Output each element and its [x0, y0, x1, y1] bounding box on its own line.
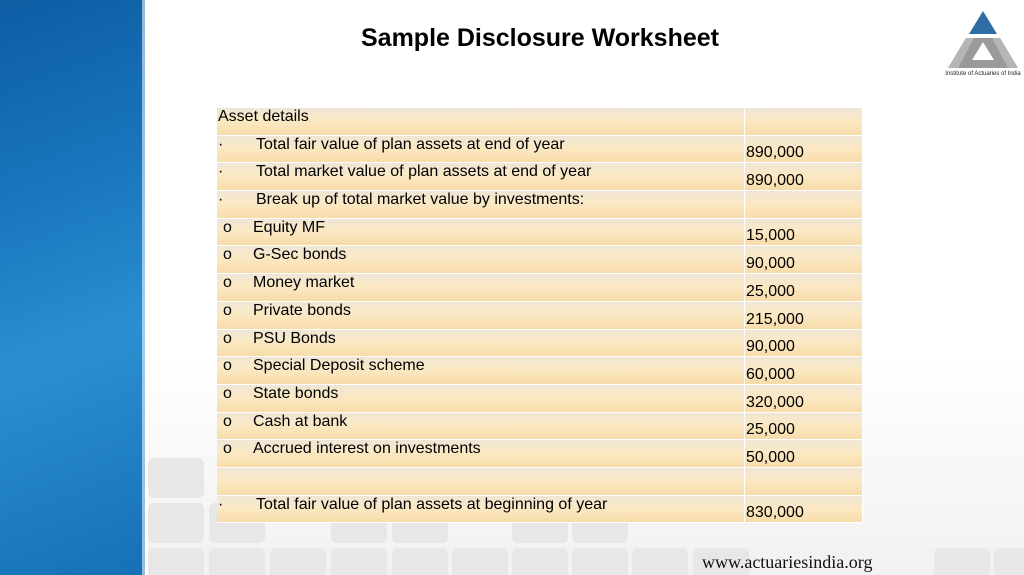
table-row	[217, 191, 863, 219]
row-value	[745, 200, 746, 217]
institute-logo	[944, 8, 1022, 82]
row-value: 830,000	[746, 504, 804, 522]
table-row	[217, 440, 863, 468]
row-value: 215,000	[746, 310, 804, 328]
header-value-cell	[745, 108, 863, 136]
row-label: State bonds	[253, 384, 339, 402]
row-label: Total fair value of plan assets at end of year	[256, 135, 565, 153]
row-value: 60,000	[746, 365, 795, 383]
sub-bullet-marker: o	[223, 301, 232, 319]
logo-caption: Institute of Actuaries of India	[945, 71, 1021, 77]
table-row	[217, 302, 863, 330]
sub-bullet-marker: o	[223, 274, 232, 292]
row-label: PSU Bonds	[253, 329, 336, 347]
sub-bullet-marker: o	[223, 412, 232, 430]
bullet-marker: ·	[218, 191, 224, 209]
sub-bullet-marker: o	[223, 218, 232, 236]
table-row	[217, 330, 863, 358]
sub-bullet-marker: o	[223, 329, 232, 347]
row-value: 320,000	[746, 393, 804, 411]
sub-bullet-marker: o	[223, 384, 232, 402]
row-label: Special Deposit scheme	[253, 357, 425, 375]
sub-bullet-marker: o	[223, 440, 232, 458]
row-value: 90,000	[746, 255, 795, 273]
asset-details-table	[217, 108, 863, 523]
row-label: Total market value of plan assets at end of year	[256, 163, 592, 181]
table-row	[217, 496, 863, 524]
table-row	[217, 274, 863, 302]
table-row	[217, 219, 863, 247]
table-row-empty	[217, 468, 863, 496]
row-label: Money market	[253, 274, 355, 292]
background-tile	[632, 548, 688, 575]
sub-bullet-marker: o	[223, 357, 232, 375]
table-row	[217, 136, 863, 164]
row-value: 90,000	[746, 338, 795, 356]
row-value: 890,000	[746, 144, 804, 162]
table-row	[217, 385, 863, 413]
background-tile	[148, 548, 204, 575]
table-row	[217, 246, 863, 274]
website-link[interactable]: www.actuariesindia.org	[702, 552, 873, 572]
background-tile	[270, 548, 326, 575]
left-decorative-band	[0, 0, 145, 575]
sub-bullet-marker: o	[223, 246, 232, 264]
bullet-marker: ·	[218, 135, 224, 153]
bullet-marker: ·	[218, 495, 224, 513]
row-label: Private bonds	[253, 301, 351, 319]
slide-title: Sample Disclosure Worksheet	[360, 24, 719, 52]
table-header-row	[217, 108, 863, 136]
background-tile	[331, 548, 387, 575]
triangle-logo-icon	[944, 8, 1022, 70]
row-label: Equity MF	[253, 218, 326, 236]
row-value: 890,000	[746, 172, 804, 190]
background-tile	[512, 548, 568, 575]
background-tile	[209, 548, 265, 575]
background-tile	[452, 548, 508, 575]
row-label: Total fair value of plan assets at beginning of year	[256, 495, 608, 513]
row-label: G-Sec bonds	[253, 246, 347, 264]
background-tile	[392, 548, 448, 575]
row-label: Cash at bank	[253, 412, 348, 430]
row-label: Break up of total market value by investments:	[256, 191, 585, 209]
table-row	[217, 357, 863, 385]
table-row	[217, 413, 863, 441]
header-cell: Asset details	[217, 108, 745, 136]
background-tile	[572, 548, 628, 575]
background-tile	[148, 458, 204, 498]
row-label: Accrued interest on investments	[253, 440, 481, 458]
bullet-marker: ·	[218, 163, 224, 181]
background-tile	[934, 548, 990, 575]
row-value: 25,000	[746, 282, 795, 300]
background-tile	[148, 503, 204, 543]
row-value: 50,000	[746, 448, 795, 466]
row-value: 15,000	[746, 227, 795, 245]
table-row	[217, 163, 863, 191]
background-tile	[994, 548, 1024, 575]
row-value: 25,000	[746, 421, 795, 439]
